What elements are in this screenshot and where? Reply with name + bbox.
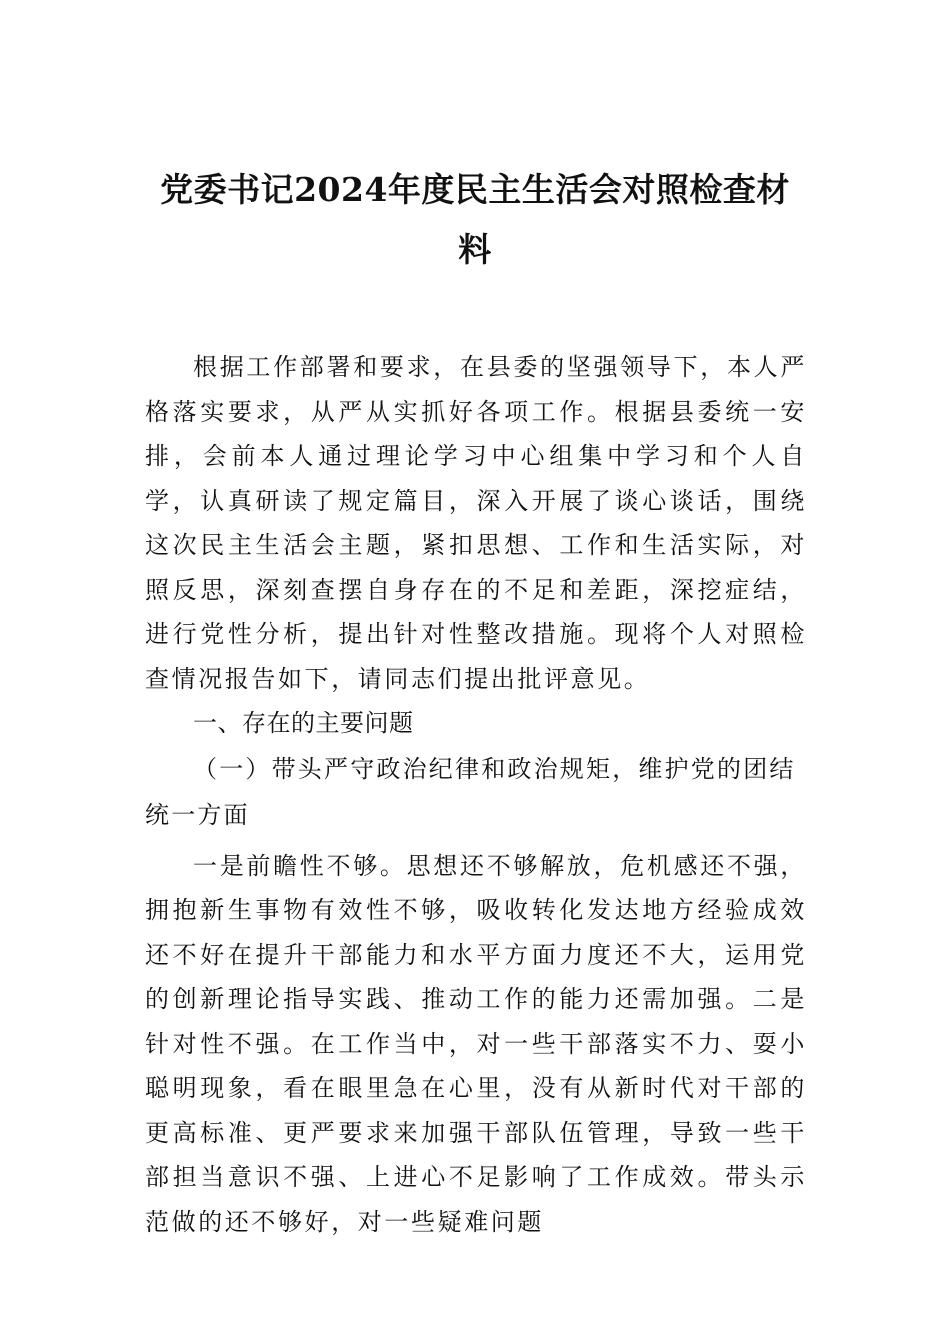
document-body (145, 345, 807, 1244)
intro-paragraph: 根据工作部署和要求，在县委的坚强领导下，本人严格落实要求，从严从实抓好各项工作。根据县委统一安排，会前本人通过理论学习中心组集中学习和个人自学，认真研读了规定篇目，深入开展了谈心谈话，围绕这次民主生活会主题，紧扣思想、工作和生活实际，对照反思，深刻查摆自身存在的不足和差距，深挖症结，进行党性分析，提出针对性整改措施。现将个人对照检查情况报告如下，请同志们提出批评意见。 (145, 353, 807, 693)
document-title (140, 160, 810, 280)
title-line-2: 料 (458, 230, 492, 269)
title-line-1: 党委书记2024年度民主生活会对照检查材 (160, 170, 790, 209)
body-paragraph: 一是前瞻性不够。思想还不够解放，危机感还不强，拥抱新生事物有效性不够，吸收转化发达地方经验成效还不好在提升干部能力和水平方面力度还不大，运用党的创新理论指导实践、推动工作的能力还需加强。二是针对性不强。在工作当中，对一些干部落实不力、耍小聪明现象，看在眼里急在心里，没有从新时代对干部的更高标准、更严要求来加强干部队伍管理，导致一些干部担当意识不强、上进心不足影响了工作成效。带头示范做的还不够好，对一些疑难问题 (145, 851, 807, 1236)
section-heading-problems: 一、存在的主要问题 (193, 709, 414, 737)
subsection-heading-political-discipline: （一）带头严守政治纪律和政治规矩，维护党的团结统一方面 (145, 754, 796, 829)
